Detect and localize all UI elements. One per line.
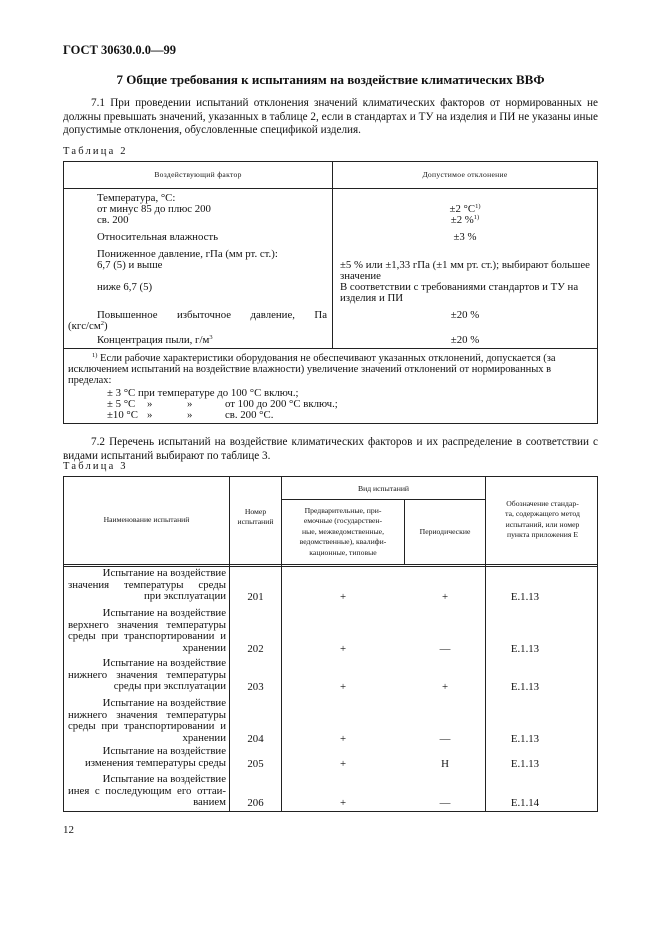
- row-name-line: изменения температуры среды: [84, 756, 226, 769]
- row-preliminary: +: [339, 591, 347, 604]
- row-periodic: —: [439, 732, 451, 745]
- pressure-row-1: 6,7 (5) и выше: [97, 259, 163, 271]
- footnote-item-2: ± 5 °С » » от 100 до 200 °С включ.;: [107, 398, 338, 410]
- row-name-line: Испытание на воздействие: [102, 773, 226, 785]
- table-3-caption: Таблица 3: [63, 461, 128, 472]
- row-name-line: нижнего значения температуры: [68, 668, 226, 681]
- row-name-line: среды при транспортировании и: [68, 720, 226, 733]
- header-periodic: Периодические: [419, 527, 471, 536]
- temp-row-1: от минус 85 до плюс 200: [97, 203, 211, 215]
- row-name-line: Испытание на воздействие: [102, 567, 226, 579]
- row-standard-ref: Е.1.13: [510, 681, 540, 694]
- row-name-line: нижнего значения температуры: [68, 708, 226, 721]
- row-name-line: ванием: [193, 796, 226, 809]
- row-name-line: Испытание на воздействие: [102, 607, 226, 619]
- header-test-number: Номер испытаний: [237, 507, 274, 527]
- row-preliminary: +: [339, 797, 347, 810]
- row-name-line: хранении: [182, 731, 226, 744]
- row-name-line: верхнего значения температуры: [68, 618, 226, 631]
- row-name-line: Испытание на воздействие: [102, 745, 226, 757]
- footnote-line-3: пределах:: [68, 375, 112, 386]
- table-2-caption: Таблица 2: [63, 146, 128, 157]
- table-row-name: [68, 658, 226, 693]
- table-row-name: [68, 746, 226, 769]
- running-header: ГОСТ 30630.0.0—99: [63, 43, 177, 57]
- pressure-row-2: ниже 6,7 (5): [97, 281, 153, 293]
- table-2: [63, 161, 598, 424]
- dust-label: Концентрация пыли, $г/м^3$: [97, 334, 213, 346]
- row-periodic: —: [439, 642, 451, 655]
- pressure-value-1a: ±5 % или ±1,33 гПа (±1 мм рт. ст.); выбирают большее: [340, 259, 590, 271]
- row-standard-ref: Е.1.13: [510, 591, 540, 604]
- col-header-tolerance: Допустимое отклонение: [422, 170, 508, 179]
- row-name-line: хранении: [182, 641, 226, 654]
- pressure-value-1b: значение: [340, 270, 381, 282]
- header-test-name: Наименование испытаний: [103, 515, 190, 524]
- pressure-value-2b: изделия и ПИ: [340, 292, 404, 304]
- row-standard-ref: Е.1.13: [510, 732, 540, 745]
- row-number: 203: [247, 681, 264, 694]
- overpressure-unit: $(кгс/см^2)$: [68, 320, 108, 332]
- temp-value-2: ±2 %$^{1)}$: [450, 214, 480, 226]
- col-header-factor: Воздействующий фактор: [154, 170, 242, 179]
- row-periodic: Н: [441, 757, 449, 770]
- row-standard-ref: Е.1.13: [510, 642, 540, 655]
- table-row-name: [68, 568, 226, 603]
- footnote-line-1: $^{1)}$ Если рабочие характеристики оборудования не обеспечивают указанных отклонений, допускается (за: [92, 352, 556, 364]
- row-name-line: среды при эксплуатации: [113, 680, 226, 693]
- row-preliminary: +: [339, 681, 347, 694]
- row-name-line: значения температуры среды: [68, 578, 226, 591]
- row-preliminary: +: [339, 642, 347, 655]
- temp-row-2: св. 200: [97, 214, 129, 226]
- row-number: 204: [247, 732, 264, 745]
- footnote-item-1: ± 3 °С при температуре до 100 °С включ.;: [107, 387, 299, 399]
- row-number: 201: [247, 591, 264, 604]
- header-standard-ref: Обозначение стандар- та, содержащего метод испытаний, или номер пункта приложения Е: [505, 499, 580, 540]
- footnote-line-2: исключением испытаний на воздействие влажности) увеличение значений отклонений от нормированных в: [68, 364, 552, 375]
- table-row-name: [68, 774, 226, 809]
- row-name-line: среды при транспортировании и: [68, 630, 226, 643]
- row-periodic: +: [441, 591, 449, 604]
- humidity-label: Относительная влажность: [97, 231, 219, 243]
- header-preliminary: Предварительные, при- емочные (государствен- ные, межведомственные, ведомственные), квалифи- кационные, типовые: [299, 506, 387, 557]
- row-number: 202: [247, 642, 264, 655]
- header-test-kind: Вид испытаний: [357, 484, 410, 493]
- paragraph-7-2: 7.2 Перечень испытаний на воздействие климатических факторов и их распределение в соответствии с видами испытаний выбирают по таблице 3.: [63, 436, 598, 462]
- kind-subheader-line: [281, 499, 485, 500]
- footnote-item-3: ±10 °С » » св. 200 °С.: [107, 409, 274, 421]
- temp-value-1: ±2 $^\circ С^{1)}$: [449, 203, 481, 215]
- row-periodic: —: [439, 797, 451, 810]
- page-number: 12: [63, 824, 74, 836]
- table-3: [63, 476, 598, 812]
- row-name-line: Испытание на воздействие: [102, 697, 226, 709]
- overpressure-value: ±20 %: [450, 309, 480, 321]
- row-name-line: Испытание на воздействие: [102, 657, 226, 669]
- section-title: 7 Общие требования к испытаниям на воздействие климатических ВВФ: [116, 72, 545, 87]
- header-bottom-line: [64, 564, 597, 565]
- row-standard-ref: Е.1.14: [510, 797, 540, 810]
- dust-value: ±20 %: [450, 334, 480, 346]
- table-2-header: [64, 162, 597, 189]
- table-row-name: [68, 608, 226, 654]
- paragraph-7-1: 7.1 При проведении испытаний отклонения значений климатических факторов от нормированных не должны превышать значений, указанных в таблице 2, если в стандартах и ТУ на изделия и ПИ не указаны иные допустимые отклонения, обусловленные спецификой изделия.: [63, 97, 598, 137]
- pressure-value-2a: В соответствии с требованиями стандартов и ТУ на: [340, 281, 579, 293]
- table-row-name: [68, 698, 226, 744]
- row-name-line: при эксплуатации: [144, 590, 226, 603]
- humidity-value: ±3 %: [453, 231, 477, 243]
- overpressure-label: Повышенное избыточное давление, Па: [97, 309, 327, 321]
- row-periodic: +: [441, 681, 449, 694]
- row-name-line: инея с последующим его оттаи-: [68, 784, 226, 797]
- temp-label: Температура, °С:: [97, 192, 176, 204]
- row-number: 205: [247, 757, 264, 770]
- row-number: 206: [247, 797, 264, 810]
- row-preliminary: +: [339, 757, 347, 770]
- row-preliminary: +: [339, 732, 347, 745]
- row-standard-ref: Е.1.13: [510, 757, 540, 770]
- pressure-label: Пониженное давление, гПа (мм рт. ст.):: [97, 248, 278, 260]
- footnote-divider: [64, 348, 597, 349]
